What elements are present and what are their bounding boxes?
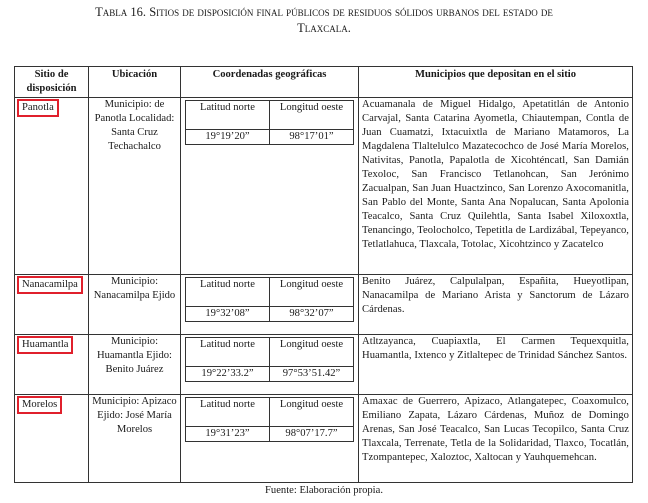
- latitude-label: Latitud norte: [186, 398, 270, 427]
- disposal-sites-table: [14, 66, 633, 483]
- header-municipalities: Municipios que depositan en el sitio: [359, 67, 633, 98]
- header-coordinates: Coordenadas geográficas: [181, 67, 359, 98]
- caption-line-1: [0, 4, 648, 20]
- coordinates-subtable: [185, 397, 354, 442]
- municipalities-cell: Benito Juárez, Calpulalpan, Españita, Hueyotlipan, Nanacamilpa de Mariano Arista y Sanctorum de Lázaro Cárdenas.: [359, 275, 633, 335]
- latitude-label: Latitud norte: [186, 338, 270, 367]
- location-cell: Municipio: Huamantla Ejido: Benito Juárez: [89, 335, 181, 395]
- table-caption: [0, 4, 648, 36]
- municipalities-cell: Amaxac de Guerrero, Apizaco, Atlangatepec, Coaxomulco, Emiliano Zapata, Lázaro Cárdenas, Muñoz de Domingo Arenas, San José Teacalco, San Lucas Tecopilco, Santa Cruz Tlaxcala, Terrenate, Tetla de la Solidaridad, Tlaxco, Tocatlán, Tzompantepec, Xaloztoc, Xaltocan y Yauhquemehcan.: [359, 395, 633, 483]
- longitude-value: 98°32’07”: [270, 307, 354, 322]
- site-name-panotla: Panotla: [17, 99, 59, 117]
- header-location: Ubicación: [89, 67, 181, 98]
- longitude-label: Longitud oeste: [270, 101, 354, 130]
- longitude-label: Longitud oeste: [270, 278, 354, 307]
- coordinates-subtable: [185, 100, 354, 145]
- coordinates-subtable: [185, 277, 354, 322]
- location-cell: Municipio: de Panotla Localidad: Santa Cruz Techachalco: [89, 98, 181, 275]
- site-cell: [15, 335, 89, 395]
- coordinates-cell: [181, 335, 359, 395]
- location-cell: Municipio: Apizaco Ejido: José María Morelos: [89, 395, 181, 483]
- site-cell: [15, 98, 89, 275]
- header-site: Sitio de disposición: [15, 67, 89, 98]
- location-cell: Municipio: Nanacamilpa Ejido: [89, 275, 181, 335]
- site-cell: [15, 275, 89, 335]
- table-row: [15, 275, 633, 335]
- site-name-morelos: Morelos: [17, 396, 62, 414]
- coordinates-cell: [181, 98, 359, 275]
- table-row: [15, 98, 633, 275]
- caption-number: Tabla 16.: [95, 5, 147, 19]
- municipalities-cell: Atltzayanca, Cuapiaxtla, El Carmen Tequexquitla, Huamantla, Ixtenco y Zitlaltepec de Trinidad Sánchez Santos.: [359, 335, 633, 395]
- longitude-value: 98°07’17.7”: [270, 427, 354, 442]
- table-header-row: [15, 67, 633, 98]
- latitude-value: 19°22’33.2”: [186, 367, 270, 382]
- municipalities-cell: Acuamanala de Miguel Hidalgo, Apetatitlán de Antonio Carvajal, Santa Catarina Ayometla, Chiautempan, Contla de Juan Cuamatzi, Ixtacuixtla de Mariano Matamoros, La Magdalena Tlaltelulco Mazatecochco de José María Morelos, Nativitas, Panotla, Papalotla de Xicohténcatl, San Damián Texoloc, San Francisco Tetlanohcan, San Jerónimo Zacualpan, San Juan Huactzinco, San Lorenzo Axocomanitla, San Pablo del Monte, Santa Ana Nopalucan, Santa Apolonia Teacalco, Santa Cruz Quilehtla, Santa Isabel Xiloxoxtla, Tenancingo, Teolocholco, Tepetitla de Lardizábal, Tepeyanco, Tetlatlahuca, Tlaxcala, Totolac, Xicohtzinco y Zacatelco: [359, 98, 633, 275]
- coordinates-subtable: [185, 337, 354, 382]
- table-row: [15, 335, 633, 395]
- latitude-label: Latitud norte: [186, 278, 270, 307]
- latitude-value: 19°19’20”: [186, 130, 270, 145]
- latitude-label: Latitud norte: [186, 101, 270, 130]
- latitude-value: 19°32’08”: [186, 307, 270, 322]
- coordinates-cell: [181, 275, 359, 335]
- latitude-value: 19°31’23”: [186, 427, 270, 442]
- longitude-label: Longitud oeste: [270, 398, 354, 427]
- longitude-label: Longitud oeste: [270, 338, 354, 367]
- table-row: [15, 395, 633, 483]
- longitude-value: 97°53’51.42”: [270, 367, 354, 382]
- caption-title: Sitios de disposición final públicos de residuos sólidos urbanos del estado de: [149, 5, 553, 19]
- longitude-value: 98°17’01”: [270, 130, 354, 145]
- site-cell: [15, 395, 89, 483]
- caption-line-2: Tlaxcala.: [297, 21, 351, 35]
- site-name-huamantla: Huamantla: [17, 336, 73, 354]
- site-name-nanacamilpa: Nanacamilpa: [17, 276, 83, 294]
- coordinates-cell: [181, 395, 359, 483]
- source-note: Fuente: Elaboración propia.: [265, 485, 383, 496]
